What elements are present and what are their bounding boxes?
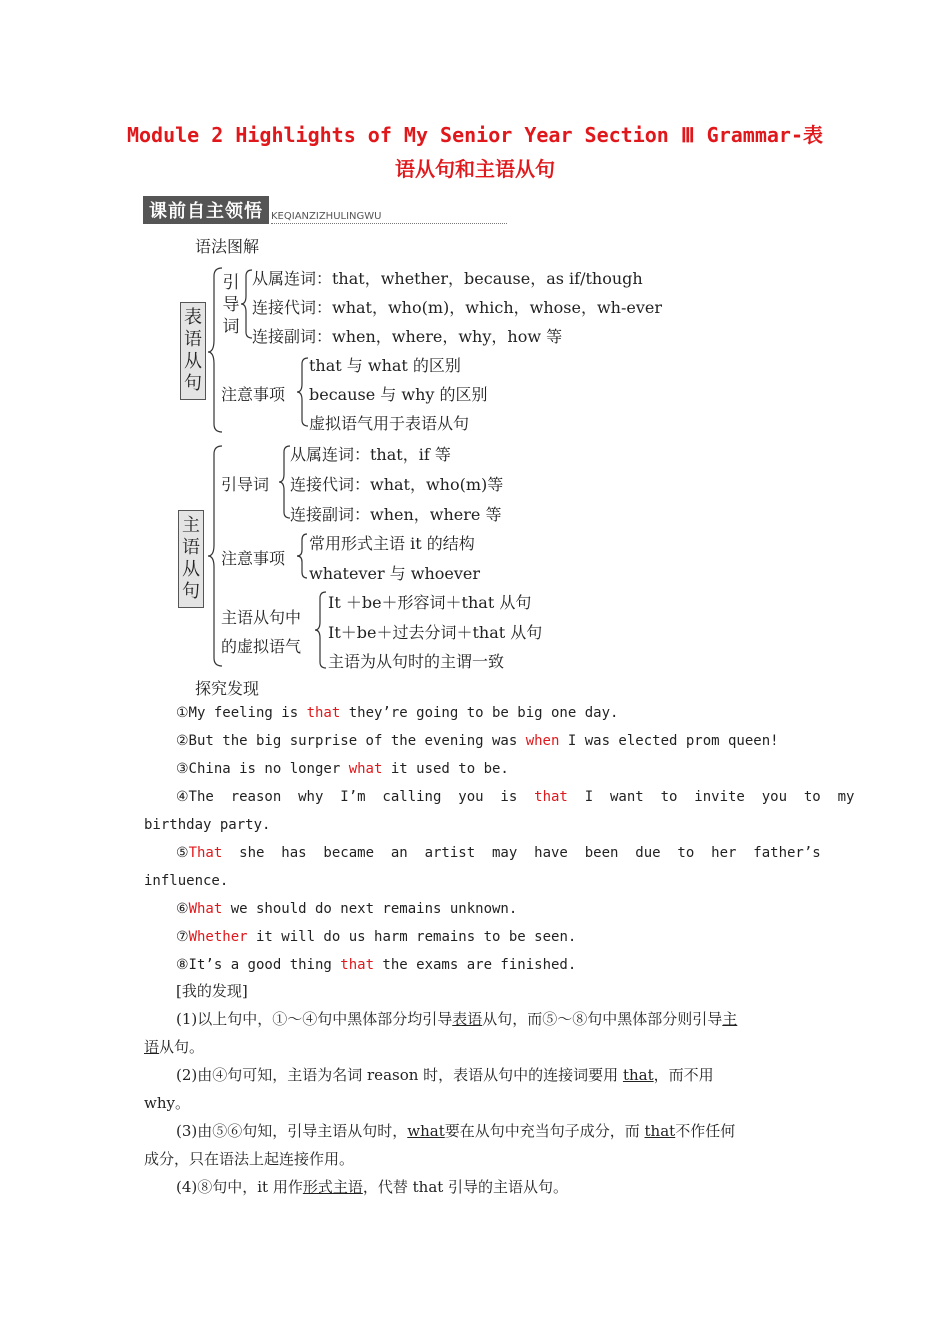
pred-notes-label: 注意事项 — [221, 385, 286, 404]
banner-pinyin: KEQIANZIZHULINGWU — [271, 211, 507, 224]
subj-introducers-label: 引导词 — [221, 475, 270, 494]
finding-2-cont: why。 — [144, 1094, 190, 1112]
example-sentence-5: ⑤That she has became an artist may have been due to her father’s — [176, 845, 821, 861]
finding-2: (2)由④句可知，主语为名词 reason 时，表语从句中的连接词要用 that，而不用 — [176, 1066, 714, 1084]
subj-introducer-3: 连接副词：when，where 等 — [290, 505, 502, 524]
finding-3-cont: 成分，只在语法上起连接作用。 — [144, 1150, 355, 1168]
example-sentence-3: ③China is no longer what it used to be. — [176, 761, 509, 777]
example-sentence-6: ⑥What we should do next remains unknown. — [176, 901, 518, 917]
finding-1-cont: 语从句。 — [144, 1038, 205, 1056]
finding-1: (1)以上句中，①～④句中黑体部分均引导表语从句，而⑤～⑧句中黑体部分则引导主 — [176, 1010, 738, 1028]
example-sentence-2: ②But the big surprise of the evening was when I was elected prom queen! — [176, 733, 779, 749]
subject-clause-label: 主语从句 — [178, 510, 204, 608]
pred-introducer-2: 连接代词：what，who(m)，which，whose，wh-ever — [252, 298, 662, 317]
example-sentence-5-cont: influence. — [144, 873, 229, 889]
subj-note-1: 常用形式主语 it 的结构 — [309, 534, 475, 553]
pred-note-1: that 与 what 的区别 — [309, 356, 461, 375]
title-line-1: Module 2 Highlights of My Senior Year Section Ⅲ Grammar-表 — [126, 123, 824, 147]
example-sentence-8: ⑧It’s a good thing that the exams are finished. — [176, 957, 577, 973]
subj-subjunctive-label-1: 主语从句中 — [221, 608, 302, 627]
subj-subjunctive-label-2: 的虚拟语气 — [221, 637, 302, 656]
pred-introducer-3: 连接副词：when，where，why，how 等 — [252, 327, 563, 346]
findings-heading: [我的发现] — [176, 982, 248, 1000]
subj-note-2: whatever 与 whoever — [309, 564, 481, 583]
subj-introducer-2: 连接代词：what，who(m)等 — [290, 475, 504, 494]
subj-subjunctive-3: 主语为从句时的主谓一致 — [328, 652, 505, 671]
explore-heading: 探究发现 — [195, 679, 260, 698]
subj-notes-label: 注意事项 — [221, 549, 286, 568]
predicative-clause-label: 表语从句 — [180, 302, 206, 400]
example-sentence-4: ④The reason why I’m calling you is that I want to invite you to my — [176, 789, 855, 805]
banner-label: 课前自主领悟 — [143, 196, 269, 224]
subj-subjunctive-2: It＋be＋过去分词＋that 从句 — [328, 623, 543, 642]
title-line-2: 语从句和主语从句 — [395, 157, 555, 181]
pred-note-3: 虚拟语气用于表语从句 — [309, 414, 470, 433]
subj-subjunctive-1: It ＋be＋形容词＋that 从句 — [328, 593, 532, 612]
finding-4: (4)⑧句中，it 用作形式主语，代替 that 引导的主语从句。 — [176, 1178, 569, 1196]
example-sentence-1: ①My feeling is that they’re going to be big one day. — [176, 705, 619, 721]
finding-3: (3)由⑤⑥句知，引导主语从句时，what要在从句中充当句子成分，而 that不作任何 — [176, 1122, 736, 1140]
example-sentence-4-cont: birthday party. — [144, 817, 271, 833]
pred-note-2: because 与 why 的区别 — [309, 385, 488, 404]
subj-introducer-1: 从属连词：that，if 等 — [290, 445, 451, 464]
example-sentence-7: ⑦Whether it will do us harm remains to be seen. — [176, 929, 577, 945]
pred-introducer-1: 从属连词：that，whether，because，as if/though — [252, 269, 643, 288]
predicative-introducers-label: 引导词 — [222, 273, 240, 337]
diagram-heading: 语法图解 — [195, 237, 260, 256]
